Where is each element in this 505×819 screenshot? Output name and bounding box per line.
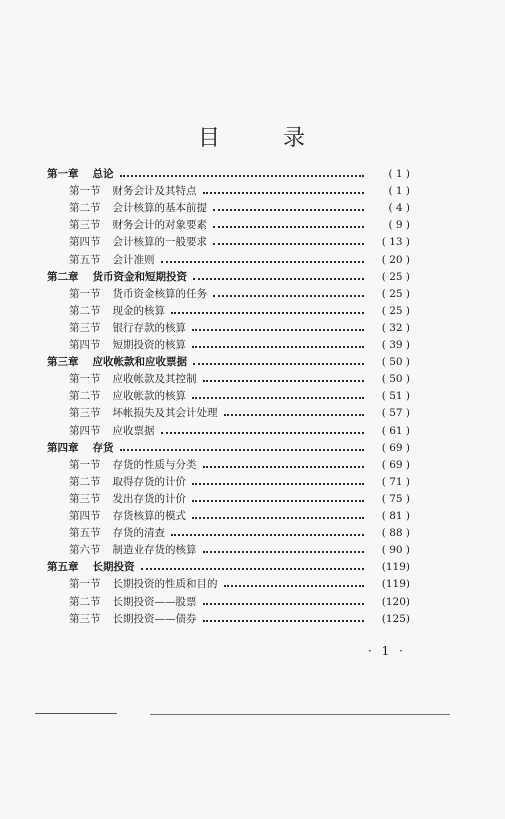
dot-leader [171, 532, 364, 536]
entry-page: ( 1 ) [388, 185, 410, 198]
toc-section-entry [69, 371, 410, 387]
toc-section-entry [69, 320, 410, 336]
dot-leader [203, 378, 365, 382]
entry-number: 第三节 [69, 321, 101, 334]
dot-leader [203, 190, 365, 194]
toc-section-entry [69, 303, 410, 319]
toc-section-entry [69, 405, 410, 421]
entry-page: ( 75 ) [381, 492, 410, 505]
entry-number: 第六节 [69, 544, 101, 557]
entry-page: (119) [381, 578, 410, 591]
dot-leader [192, 395, 364, 399]
toc-section-entry [69, 423, 410, 439]
entry-page: ( 88 ) [381, 527, 410, 540]
entry-title: 短期投资的核算 [112, 339, 186, 351]
dot-leader [120, 173, 365, 177]
entry-title: 制造业存货的核算 [112, 544, 197, 557]
entry-number: 第一章 [47, 168, 79, 180]
dot-leader [120, 447, 365, 451]
scan-line [35, 713, 117, 714]
entry-number: 第四节 [69, 510, 101, 522]
entry-number: 第五章 [47, 561, 79, 574]
toc-chapter-entry [47, 559, 410, 575]
toc-section-entry [69, 252, 410, 268]
entry-number: 第三节 [69, 612, 101, 625]
entry-title: 存货 [92, 441, 114, 454]
entry-page: ( 25 ) [381, 304, 410, 317]
dot-leader [192, 327, 364, 331]
toc-chapter-entry [47, 354, 410, 370]
entry-title: 会计核算的一般要求 [112, 236, 207, 249]
entry-number: 第二节 [69, 390, 101, 403]
scan-line [150, 714, 450, 715]
toc-section-entry [69, 234, 410, 250]
entry-number: 第四节 [69, 236, 101, 249]
entry-title: 存货的性质与分类 [112, 458, 197, 471]
dot-leader [213, 293, 364, 297]
entry-page: ( 57 ) [381, 407, 410, 420]
entry-title: 财务会计的对象要素 [112, 219, 207, 232]
entry-number: 第四节 [69, 424, 101, 437]
entry-title: 取得存货的计价 [112, 475, 186, 488]
entry-title: 货币资金核算的任务 [112, 287, 207, 300]
entry-number: 第三章 [47, 356, 79, 369]
entry-title: 现金的核算 [112, 304, 165, 317]
page-title: 目 录 [198, 126, 333, 151]
toc-section-entry [69, 337, 410, 353]
entry-page: ( 69 ) [381, 458, 410, 471]
entry-title: 长期投资 [92, 561, 135, 574]
entry-number: 第五节 [69, 527, 101, 540]
toc-section-entry [69, 183, 410, 199]
entry-page: (120) [381, 595, 410, 608]
toc-chapter-entry [47, 440, 410, 456]
entry-title: 长期投资的性质和目的 [112, 578, 218, 591]
dot-leader [203, 549, 365, 553]
toc-section-entry [69, 388, 410, 404]
entry-number: 第三节 [69, 407, 101, 420]
entry-number: 第二节 [69, 304, 101, 317]
dot-leader [193, 276, 364, 280]
dot-leader [203, 618, 365, 622]
entry-page: ( 20 ) [381, 253, 410, 266]
dot-leader [193, 361, 364, 365]
entry-title: 会计准则 [112, 253, 155, 266]
entry-number: 第四节 [69, 339, 101, 351]
toc-section-entry [69, 217, 410, 233]
toc-section-entry [69, 611, 410, 627]
entry-title: 长期投资——债券 [112, 612, 197, 625]
entry-title: 会计核算的基本前提 [112, 202, 207, 215]
entry-title: 应收帐款的核算 [112, 390, 186, 403]
entry-title: 财务会计及其特点 [112, 185, 197, 198]
entry-title: 坏帐损失及其会计处理 [112, 407, 218, 420]
toc-section-entry [69, 508, 410, 524]
entry-number: 第一节 [69, 458, 101, 471]
entry-number: 第四章 [47, 441, 79, 454]
toc-section-entry [69, 491, 410, 507]
toc-section-entry [69, 200, 410, 216]
entry-number: 第二节 [69, 202, 101, 215]
dot-leader [192, 515, 364, 519]
dot-leader [141, 566, 365, 570]
dot-leader [161, 430, 365, 434]
entry-page: ( 50 ) [381, 373, 410, 386]
entry-number: 第二节 [69, 595, 101, 608]
dot-leader [192, 344, 364, 348]
entry-page: (119) [381, 561, 410, 574]
entry-page: ( 9 ) [388, 219, 410, 232]
toc-section-entry [69, 594, 410, 610]
dot-leader [213, 224, 364, 228]
entry-page: ( 69 ) [381, 441, 410, 454]
entry-page: ( 1 ) [388, 168, 410, 180]
entry-page: ( 51 ) [381, 390, 410, 403]
entry-number: 第三节 [69, 492, 101, 505]
dot-leader [192, 481, 364, 485]
toc-chapter-entry [47, 269, 410, 285]
entry-page: ( 81 ) [381, 510, 410, 522]
dot-leader [213, 207, 364, 211]
toc-section-entry [69, 542, 410, 558]
toc-chapter-entry [47, 166, 410, 182]
dot-leader [203, 464, 365, 468]
entry-number: 第一节 [69, 578, 101, 591]
entry-number: 第二节 [69, 475, 101, 488]
entry-page: ( 50 ) [381, 356, 410, 369]
entry-title: 长期投资——股票 [112, 595, 197, 608]
entry-title: 存货的清查 [112, 527, 165, 540]
dot-leader [192, 498, 364, 502]
dot-leader [161, 259, 365, 263]
entry-title: 存货核算的模式 [112, 510, 186, 522]
toc-section-entry [69, 525, 410, 541]
toc-section-entry [69, 457, 410, 473]
page-number: · 1 · [368, 644, 406, 658]
entry-title: 总论 [92, 168, 114, 180]
entry-page: ( 71 ) [381, 475, 410, 488]
entry-title: 发出存货的计价 [112, 492, 186, 505]
dot-leader [224, 583, 365, 587]
toc-section-entry [69, 576, 410, 592]
entry-page: ( 13 ) [381, 236, 410, 249]
entry-page: ( 25 ) [381, 287, 410, 300]
entry-title: 货币资金和短期投资 [92, 270, 187, 283]
entry-page: ( 4 ) [388, 202, 410, 215]
entry-number: 第三节 [69, 219, 101, 232]
dot-leader [171, 310, 364, 314]
entry-number: 第一节 [69, 373, 101, 386]
entry-page: (125) [381, 612, 410, 625]
entry-number: 第二章 [47, 270, 79, 283]
entry-page: ( 90 ) [381, 544, 410, 557]
entry-number: 第一节 [69, 287, 101, 300]
entry-page: ( 25 ) [381, 270, 410, 283]
entry-number: 第一节 [69, 185, 101, 198]
entry-title: 银行存款的核算 [112, 321, 186, 334]
entry-page: ( 32 ) [381, 321, 410, 334]
entry-title: 应收帐款及其控制 [112, 373, 197, 386]
entry-number: 第五节 [69, 253, 101, 266]
toc-section-entry [69, 474, 410, 490]
entry-page: ( 39 ) [381, 339, 410, 351]
dot-leader [213, 241, 364, 245]
entry-title: 应收票据 [112, 424, 155, 437]
toc-section-entry [69, 286, 410, 302]
entry-title: 应收帐款和应收票据 [92, 356, 187, 369]
dot-leader [224, 412, 365, 416]
dot-leader [203, 601, 365, 605]
entry-page: ( 61 ) [381, 424, 410, 437]
